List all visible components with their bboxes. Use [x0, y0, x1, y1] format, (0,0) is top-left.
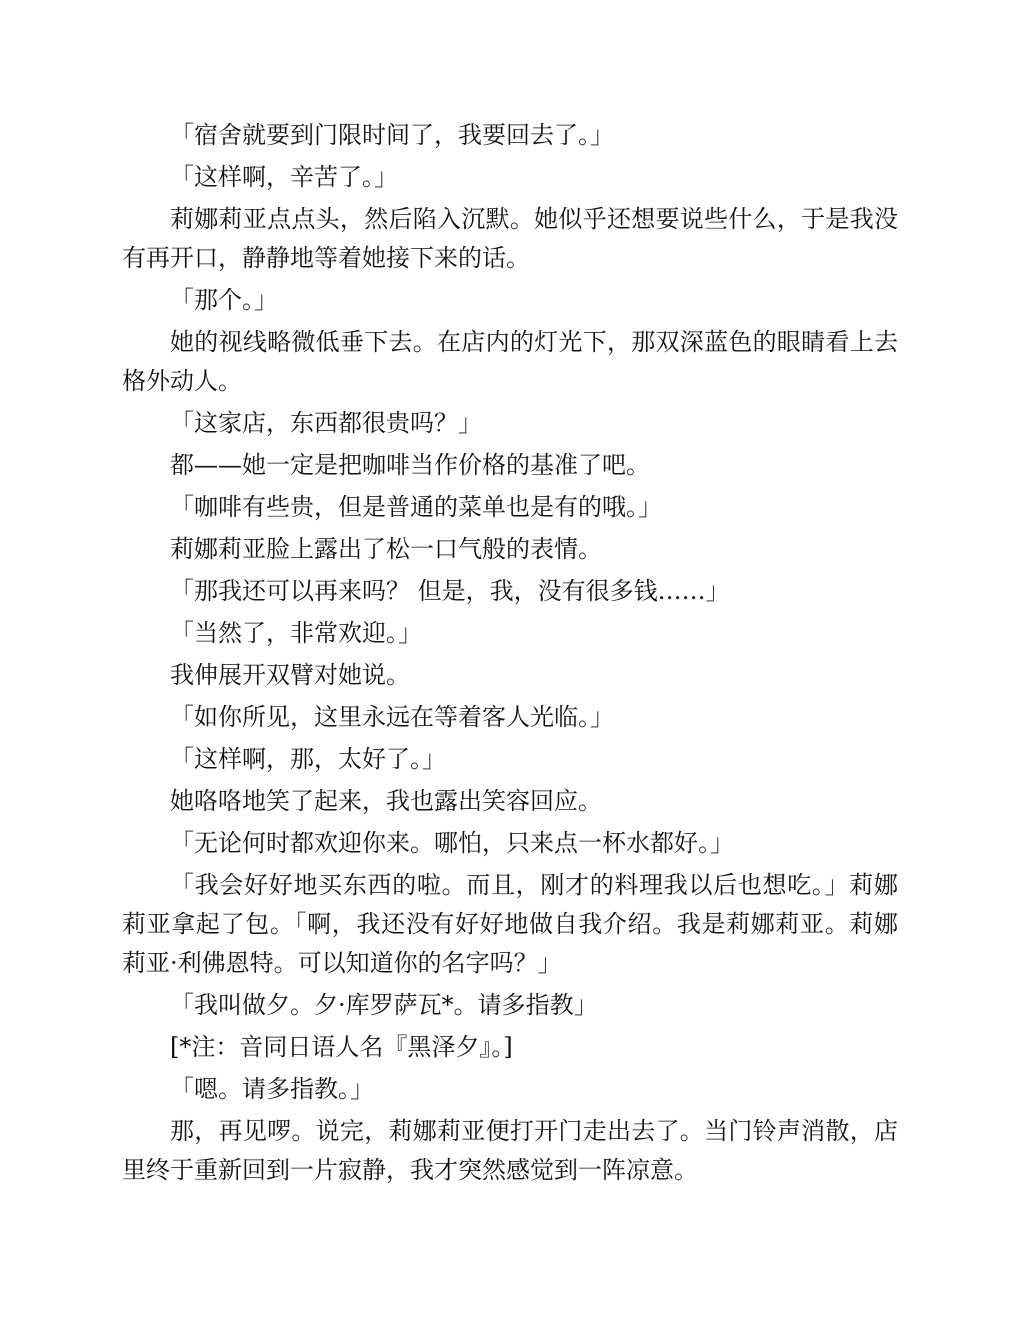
paragraph: 「我会好好地买东西的啦。而且，刚才的料理我以后也想吃。」莉娜莉亚拿起了包。「啊，我还没有好好地做自我介绍。我是莉娜莉亚。莉娜莉亚·利佛恩特。可以知道你的名字吗？」	[122, 871, 898, 977]
paragraph: 「这家店，东西都很贵吗？」	[170, 409, 482, 437]
paragraph: 「我叫做夕。夕·库罗萨瓦*。请多指教」	[170, 991, 598, 1019]
paragraph: 莉娜莉亚点点头，然后陷入沉默。她似乎还想要说些什么，于是我没有再开口，静静地等着她接下来的话。	[122, 205, 898, 272]
paragraph: 「当然了，非常欢迎。」	[170, 619, 422, 647]
paragraph: 「如你所见，这里永远在等着客人光临。」	[170, 703, 614, 731]
paragraph: 她咯咯地笑了起来，我也露出笑容回应。	[170, 787, 602, 815]
document-page	[122, 116, 898, 1193]
paragraph: 都——她一定是把咖啡当作价格的基准了吧。	[170, 451, 650, 479]
footnote: [*注：音同日语人名『黑泽夕』。]	[170, 1033, 513, 1061]
paragraph: 那，再见啰。说完，莉娜莉亚便打开门走出去了。当门铃声消散，店里终于重新回到一片寂静，我才突然感觉到一阵凉意。	[122, 1117, 898, 1184]
paragraph: 「无论何时都欢迎你来。哪怕，只来点一杯水都好。」	[170, 829, 734, 857]
paragraph: 「这样啊，辛苦了。」	[170, 163, 398, 191]
paragraph: 莉娜莉亚脸上露出了松一口气般的表情。	[170, 535, 602, 563]
paragraph: 「宿舍就要到门限时间了，我要回去了。」	[170, 121, 614, 149]
paragraph: 「那个。」	[170, 286, 278, 314]
paragraph: 我伸展开双臂对她说。	[170, 661, 410, 689]
paragraph: 「嗯。请多指教。」	[170, 1075, 374, 1103]
paragraph: 她的视线略微低垂下去。在店内的灯光下，那双深蓝色的眼睛看上去格外动人。	[122, 328, 898, 395]
paragraph: 「那我还可以再来吗？ 但是，我，没有很多钱……」	[170, 577, 730, 605]
paragraph: 「这样啊，那，太好了。」	[170, 745, 446, 773]
paragraph: 「咖啡有些贵，但是普通的菜单也是有的哦。」	[170, 493, 662, 521]
